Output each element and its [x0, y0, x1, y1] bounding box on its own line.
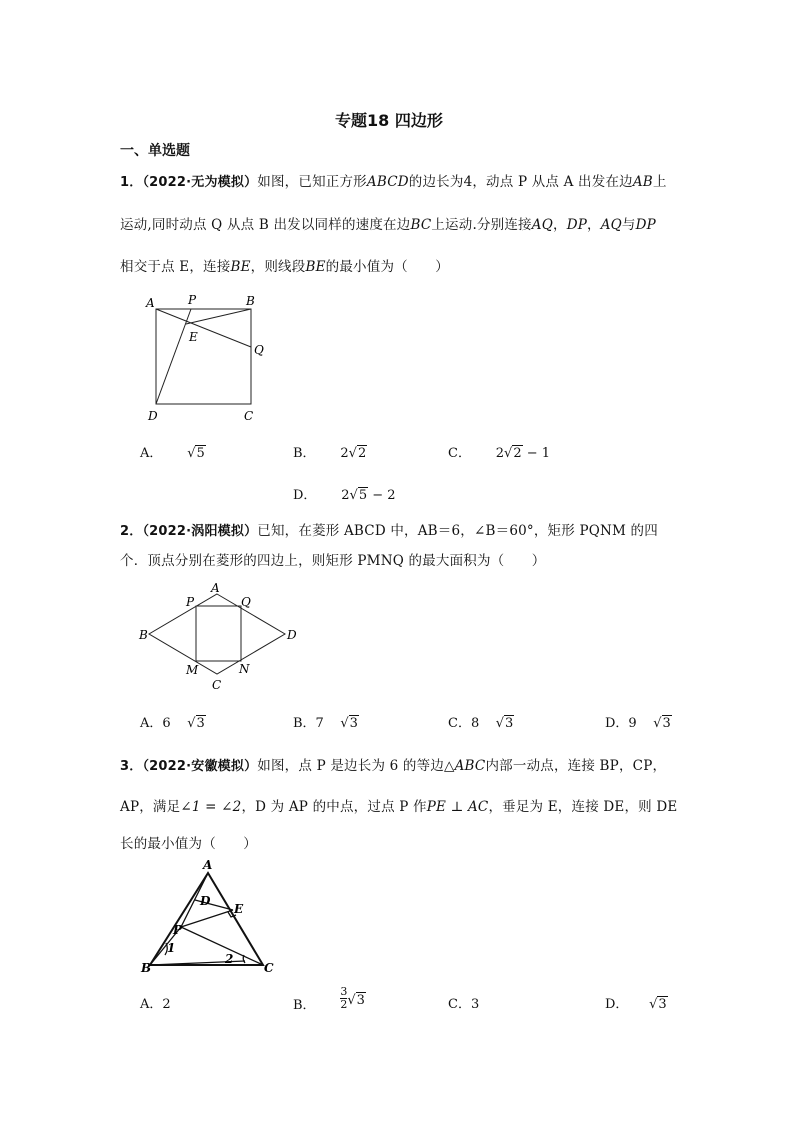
q2-number: 2．	[120, 524, 143, 539]
q1-label-E: E	[189, 330, 198, 344]
q1-line-2: 运动,同时动点 Q 从点 B 出发以同样的速度在边BC上运动.分别连接AQ，DP，AQ与DP	[120, 217, 656, 233]
q3-source: （2022·安徽模拟）	[142, 759, 258, 774]
q3-label-D: D	[200, 894, 211, 908]
q1-number: 1．	[120, 175, 143, 190]
q2-label-P: P	[186, 595, 195, 609]
section-heading: 一、单选题	[120, 143, 190, 159]
q3-label-C: C	[264, 961, 274, 975]
q1-option-d[interactable]: D． 2√5 − 2	[293, 488, 396, 503]
q3-option-c[interactable]: C．3	[448, 997, 480, 1012]
q1-option-b[interactable]: B． 2√2	[293, 446, 367, 461]
q3-line-3: 长的最小值为（ ）	[120, 836, 257, 852]
q1-option-c[interactable]: C． 2√2 − 1	[448, 446, 551, 461]
q1-option-a[interactable]: A． √5	[140, 446, 205, 461]
q1-figure-square	[140, 290, 280, 425]
q1-label-A: A	[146, 296, 155, 310]
q2-option-d[interactable]: D．9 √3	[605, 716, 671, 731]
q2-label-Q: Q	[241, 595, 251, 609]
q3-option-a[interactable]: A．2	[140, 997, 171, 1012]
q3-number: 3．	[120, 759, 143, 774]
q1-label-P: P	[188, 293, 197, 307]
q2-label-M: M	[186, 663, 199, 677]
q1-label-Q: Q	[254, 343, 264, 357]
q3-line-1: 3．（2022·安徽模拟）如图，点 P 是边长为 6 的等边△ABC内部一动点，连接 BP，CP，	[120, 758, 667, 774]
q3-line-2: AP，满足∠1 = ∠2，D 为 AP 的中点，过点 P 作PE ⊥ AC，垂足为 E，连接 DE，则 DE	[120, 799, 678, 815]
q2-source: （2022·涡阳模拟）	[142, 524, 258, 539]
q1-line-1: 1．（2022·无为模拟）如图，已知正方形ABCD的边长为4，动点 P 从点 A 出发在边AB上	[120, 174, 667, 190]
q1-source: （2022·无为模拟）	[142, 175, 258, 190]
q3-figure-triangle	[135, 855, 295, 980]
q1-label-C: C	[244, 409, 254, 423]
q2-option-c[interactable]: C．8 √3	[448, 716, 514, 731]
q2-option-b[interactable]: B．7 √3	[293, 716, 358, 731]
page-title: 专题18 四边形	[335, 111, 443, 130]
q3-label-1: 1	[167, 941, 176, 955]
q2-label-D: D	[287, 628, 297, 642]
q2-label-B: B	[139, 628, 148, 642]
q3-label-E: E	[234, 902, 244, 916]
q3-label-P: P	[173, 923, 183, 937]
q2-line-1: 2．（2022·涡阳模拟）已知，在菱形 ABCD 中，AB＝6，∠B＝60°，矩形 PQNM 的四	[120, 523, 658, 539]
q3-label-2: 2	[225, 952, 234, 966]
q2-label-A: A	[211, 581, 220, 595]
q2-label-C: C	[212, 678, 222, 692]
q3-option-b[interactable]: B． $\frac{3}{2}$ √3	[293, 985, 365, 1013]
q1-line-3: 相交于点 E，连接BE，则线段BE的最小值为（ ）	[120, 259, 449, 275]
q3-label-A: A	[203, 858, 213, 872]
q1-label-B: B	[246, 294, 255, 308]
q3-label-B: B	[141, 961, 152, 975]
q2-line-2: 个．顶点分别在菱形的四边上，则矩形 PMNQ 的最大面积为（ ）	[120, 553, 546, 569]
q2-option-a[interactable]: A．6 √3	[140, 716, 205, 731]
q2-figure-rhombus	[135, 578, 305, 693]
q2-label-N: N	[239, 662, 250, 676]
q1-label-D: D	[148, 409, 158, 423]
q3-option-d[interactable]: D． √3	[605, 997, 667, 1012]
